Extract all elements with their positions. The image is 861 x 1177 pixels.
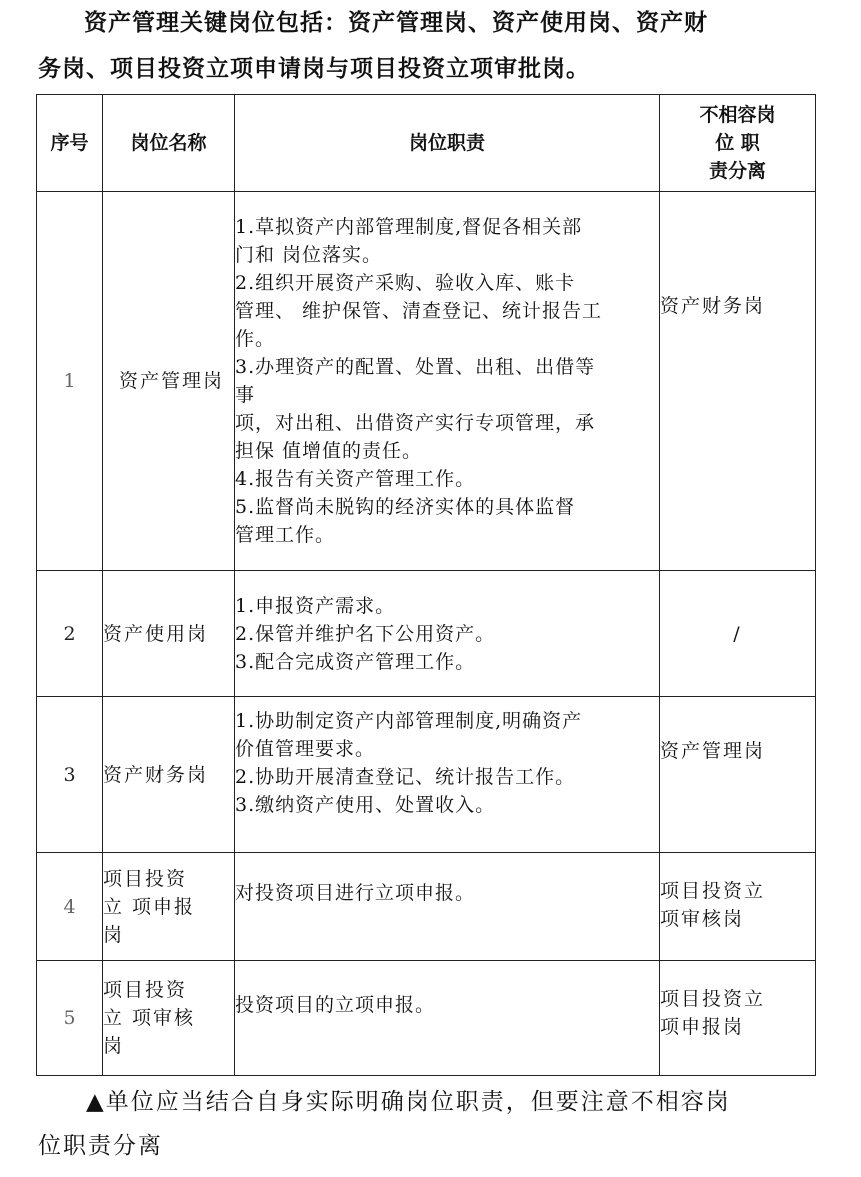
duty-line: 1.申报资产需求。 <box>235 594 396 617</box>
note-line-2: 位职责分离 <box>38 1133 163 1159</box>
separation-line: 项目投资立 <box>660 880 766 902</box>
separation-line: 项申报岗 <box>660 1016 745 1038</box>
duty-line: 价值管理要求。 <box>235 738 376 760</box>
row-separation: 资产财务岗 <box>660 192 816 571</box>
table-row <box>37 697 816 853</box>
table-header-row <box>37 95 816 192</box>
duty-line: 事 <box>235 384 256 406</box>
row-index: 4 <box>37 853 103 961</box>
duty-line: 对投资项目进行立项申报。 <box>235 882 476 904</box>
triangle-icon: ▲ <box>86 1089 106 1115</box>
duty-line: 1.协助制定资产内部管理制度,明确资产 <box>235 710 583 732</box>
table-row <box>37 853 816 961</box>
duty-line: 投资项目的立项申报。 <box>235 994 436 1016</box>
duty-line: 2.保管并维护名下公用资产。 <box>235 622 496 645</box>
post-name-line: 立 项申报 <box>103 895 196 918</box>
post-name-line: 岗 <box>103 923 125 946</box>
duty-line: 担保 值增值的责任。 <box>235 440 423 462</box>
header-duty: 岗位职责 <box>235 95 660 192</box>
duty-line: 3.缴纳资产使用、处置收入。 <box>235 794 496 816</box>
duty-line: 4.报告有关资产管理工作。 <box>235 468 476 490</box>
table-row <box>37 571 816 697</box>
row-separation: 资产管理岗 <box>660 697 816 853</box>
note-paragraph <box>38 1080 828 1168</box>
post-name-line: 项目投资 <box>103 867 188 890</box>
separation-line: 项目投资立 <box>660 988 766 1010</box>
row-post-name <box>103 961 235 1076</box>
table-row <box>37 192 816 571</box>
row-post-name: 资产使用岗 <box>103 571 235 697</box>
intro-line-2: 务岗、项目投资立项申请岗与项目投资立项审批岗。 <box>38 55 590 82</box>
intro-paragraph <box>38 0 828 92</box>
duty-line: 3.办理资产的配置、处置、出租、出借等 <box>235 356 596 378</box>
row-post-name <box>103 853 235 961</box>
separation-line: 项审核岗 <box>660 908 745 930</box>
note-line-1-text: 单位应当结合自身实际明确岗位职责，但要注意不相容岗 <box>105 1089 731 1115</box>
row-duties <box>235 853 660 961</box>
duty-line: 2.组织开展资产采购、验收入库、账卡 <box>235 272 576 294</box>
row-post-name: 资产财务岗 <box>103 697 235 853</box>
post-name-line: 项目投资 <box>103 979 188 1001</box>
duty-line: 2.协助开展清查登记、统计报告工作。 <box>235 766 576 788</box>
table-row <box>37 961 816 1076</box>
header-index: 序号 <box>37 95 103 192</box>
row-duties <box>235 697 660 853</box>
duty-line: 1.草拟资产内部管理制度,督促各相关部 <box>235 216 583 238</box>
row-duties <box>235 571 660 697</box>
row-duties <box>235 961 660 1076</box>
duty-line: 项，对出租、出借资产实行专项管理，承 <box>235 412 596 434</box>
post-name-line: 岗 <box>103 1035 125 1057</box>
intro-line-1: 资产管理关键岗位包括：资产管理岗、资产使用岗、资产财 <box>84 9 708 36</box>
header-separation <box>660 95 816 192</box>
header-name: 岗位名称 <box>103 95 235 192</box>
header-separation-line-3: 责分离 <box>708 160 766 182</box>
duty-line: 管理、 维护保管、清查登记、统计报告工 <box>235 300 603 322</box>
header-separation-line-2: 位 职 <box>715 132 760 154</box>
row-separation: / <box>660 571 816 697</box>
key-posts-table <box>36 94 816 1076</box>
row-index: 2 <box>37 571 103 697</box>
post-name-line: 立 项审核 <box>103 1007 196 1029</box>
header-separation-line-1: 不相容岗 <box>699 104 776 126</box>
duty-line: 5.监督尚未脱钩的经济实体的具体监督 <box>235 496 576 518</box>
duty-line: 门和 岗位落实。 <box>235 244 383 266</box>
row-duties <box>235 192 660 571</box>
row-post-name: 资产管理岗 <box>103 192 235 571</box>
duty-line: 3.配合完成资产管理工作。 <box>235 650 476 673</box>
row-index: 3 <box>37 697 103 853</box>
row-separation <box>660 961 816 1076</box>
note-line-1 <box>38 1080 828 1124</box>
row-index: 1 <box>37 192 103 571</box>
duty-line: 管理工作。 <box>235 524 336 546</box>
row-index: 5 <box>37 961 103 1076</box>
row-separation <box>660 853 816 961</box>
duty-line: 作。 <box>235 328 276 350</box>
